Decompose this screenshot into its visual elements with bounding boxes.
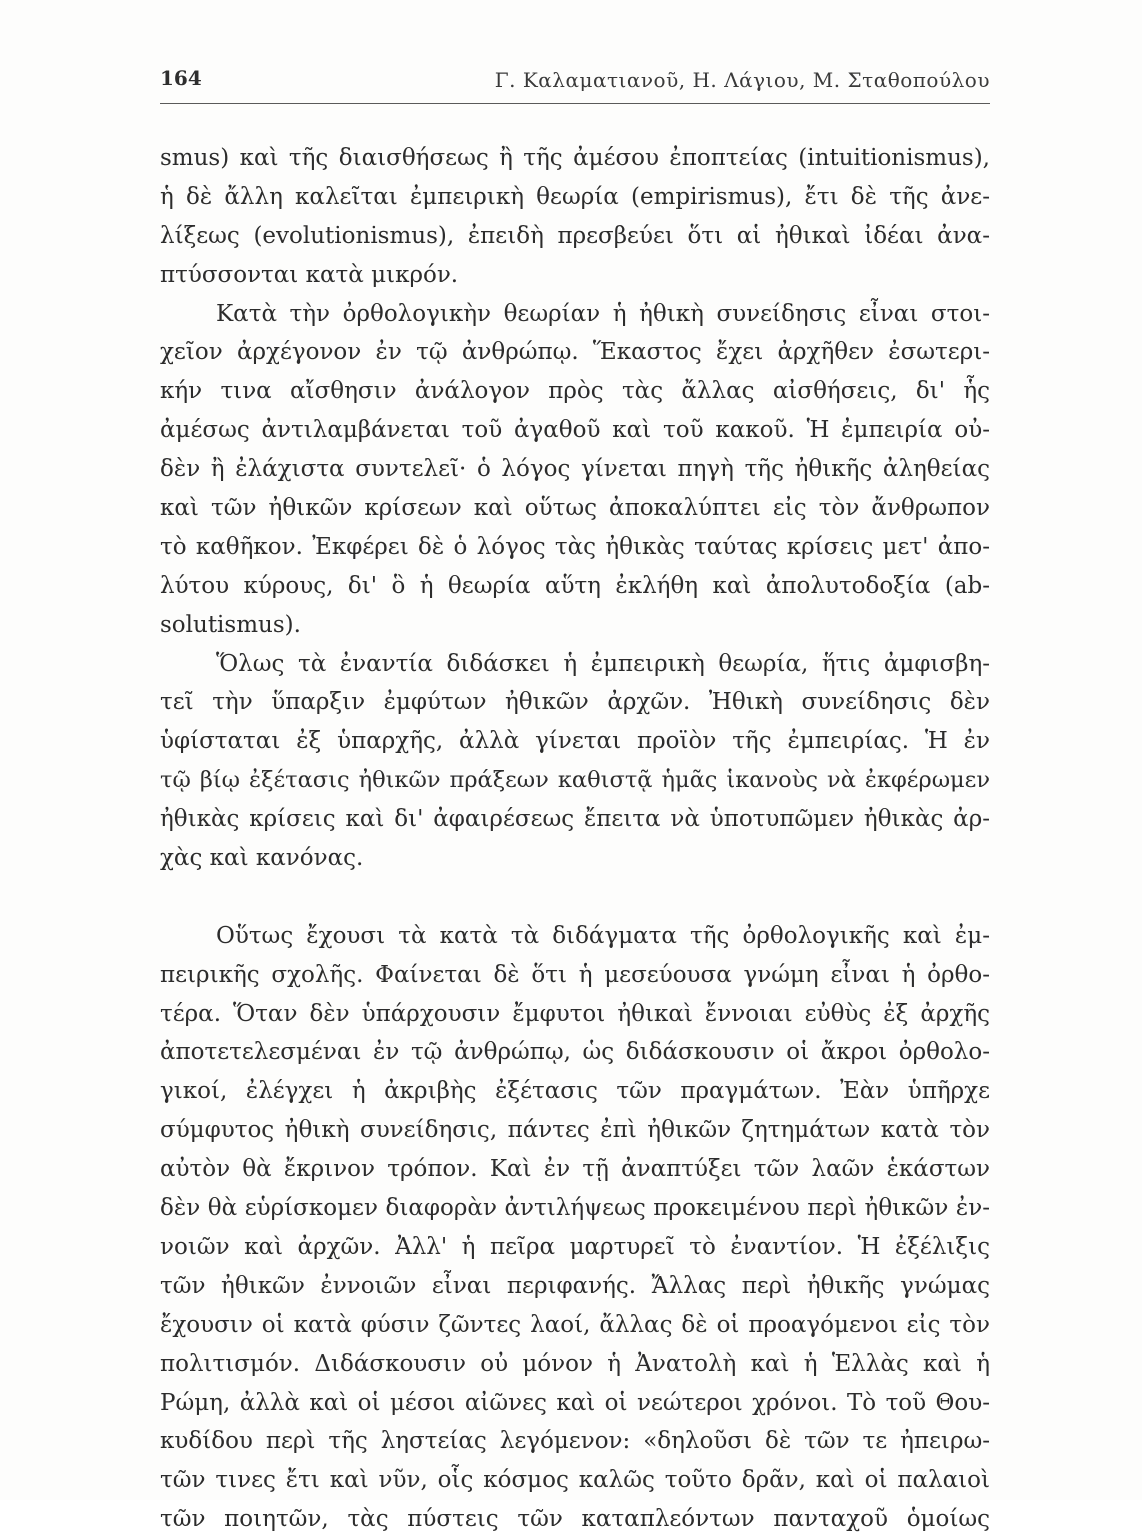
text-line: χεῖον ἀρχέγονον ἐν τῷ ἀνθρώπῳ. Ἕκαστος ἔχει ἀρχῆθεν ἐσωτερι- (160, 339, 990, 366)
text-line: τὸ καθῆκον. Ἐκφέρει δὲ ὁ λόγος τὰς ἠθικὰς ταύτας κρίσεις μετ' ἀπο- (160, 533, 990, 560)
text-line: πειρικῆς σχολῆς. Φαίνεται δὲ ὅτι ἡ μεσεύουσα γνώμη εἶναι ἡ ὀρθο- (160, 961, 990, 988)
text-line: κυδίδου περὶ τῆς ληστείας λεγόμενον: «δηλοῦσι δὲ τῶν τε ἠπειρω- (160, 1428, 990, 1455)
text-line: Ὅλως τὰ ἐναντία διδάσκει ἡ ἐμπειρικὴ θεωρία, ἥτις ἀμφισβη- (216, 650, 990, 677)
text-line: ἡ δὲ ἄλλη καλεῖται ἐμπειρικὴ θεωρία (empirismus), ἔτι δὲ τῆς ἀνε- (160, 183, 990, 210)
text-line: τέρα. Ὅταν δὲν ὑπάρχουσιν ἔμφυτοι ἠθικαὶ ἔννοιαι εὐθὺς ἐξ ἀρχῆς (160, 1000, 990, 1027)
text-line: γικοί, ἐλέγχει ἡ ἀκριβὴς ἐξέτασις τῶν πραγμάτων. Ἐὰν ὑπῆρχε (160, 1078, 990, 1105)
text-line: solutismus). (160, 611, 301, 638)
text-line: δὲν ἢ ἐλάχιστα συντελεῖ· ὁ λόγος γίνεται πηγὴ τῆς ἠθικῆς ἀληθείας (160, 456, 990, 483)
text-line: smus) καὶ τῆς διαισθήσεως ἢ τῆς ἀμέσου ἐποπτείας (intuitionismus), (160, 145, 990, 171)
text-line: Ρώμη, ἀλλὰ καὶ οἱ μέσοι αἰῶνες καὶ οἱ νεώτεροι χρόνοι. Τὸ τοῦ Θου- (160, 1389, 990, 1416)
running-head-authors: Γ. Καλαματιανοῦ, Η. Λάγιου, Μ. Σταθοπούλου (494, 68, 990, 92)
text-line: σύμφυτος ἠθικὴ συνείδησις, πάντες ἐπὶ ἠθικῶν ζητημάτων κατὰ τὸν (160, 1117, 990, 1144)
text-line: τεῖ τὴν ὕπαρξιν ἐμφύτων ἠθικῶν ἀρχῶν. Ἠθικὴ συνείδησις δὲν (160, 689, 990, 716)
paragraph-3 (160, 645, 990, 878)
header-rule (160, 103, 990, 104)
text-line: χὰς καὶ κανόνας. (160, 845, 364, 872)
text-line: τῷ βίῳ ἐξέτασις ἠθικῶν πράξεων καθιστᾷ ἡμᾶς ἱκανοὺς νὰ ἐκφέρωμεν (160, 767, 990, 794)
text-line: ἠθικὰς κρίσεις καὶ δι' ἀφαιρέσεως ἔπειτα νὰ ὑποτυπῶμεν ἠθικὰς ἀρ- (160, 806, 990, 833)
paragraph-gap (160, 878, 990, 917)
paragraph-4 (160, 917, 990, 1539)
text-line: ἀποτετελεσμέναι ἐν τῷ ἀνθρώπῳ, ὡς διδάσκουσιν οἱ ἄκροι ὀρθολο- (160, 1039, 990, 1066)
text-line: κήν τινα αἴσθησιν ἀνάλογον πρὸς τὰς ἄλλας αἰσθήσεις, δι' ἧς (160, 378, 990, 405)
text-line: καὶ τῶν ἠθικῶν κρίσεων καὶ οὕτως ἀποκαλύπτει εἰς τὸν ἄνθρωπον (160, 495, 990, 522)
text-line: δὲν θὰ εὑρίσκομεν διαφορὰν ἀντιλήψεως προκειμένου περὶ ἠθικῶν ἐν- (160, 1195, 990, 1222)
text-line: πολιτισμόν. Διδάσκουσιν οὐ μόνον ἡ Ἀνατολὴ καὶ ἡ Ἑλλὰς καὶ ἡ (160, 1350, 990, 1377)
text-line: τῶν ποιητῶν, τὰς πύστεις τῶν καταπλεόντων πανταχοῦ ὁμοίως (160, 1506, 990, 1533)
text-line: ἀμέσως ἀντιλαμβάνεται τοῦ ἀγαθοῦ καὶ τοῦ κακοῦ. Ἡ ἐμπειρία οὐ- (160, 417, 990, 444)
text-line: τῶν τινες ἔτι καὶ νῦν, οἷς κόσμος καλῶς τοῦτο δρᾶν, καὶ οἱ παλαιοὶ (160, 1467, 990, 1494)
text-line: αὐτὸν θὰ ἔκρινον τρόπον. Καὶ ἐν τῇ ἀναπτύξει τῶν λαῶν ἑκάστων (160, 1156, 990, 1183)
text-line: Οὕτως ἔχουσι τὰ κατὰ τὰ διδάγματα τῆς ὀρθολογικῆς καὶ ἐμ- (216, 922, 990, 949)
text-line: λύτου κύρους, δι' ὃ ἡ θεωρία αὕτη ἐκλήθη καὶ ἀπολυτοδοξία (ab- (160, 572, 990, 599)
paragraph-1 (160, 139, 990, 295)
paragraph-2 (160, 295, 990, 645)
text-line: ὑφίσταται ἐξ ὑπαρχῆς, ἀλλὰ γίνεται προϊὸν τῆς ἐμπειρίας. Ἡ ἐν (160, 728, 990, 755)
page-header (160, 66, 990, 100)
text-line: τῶν ἠθικῶν ἐννοιῶν εἶναι περιφανής. Ἄλλας περὶ ἠθικῆς γνώμας (160, 1272, 990, 1299)
text-line: νοιῶν καὶ ἀρχῶν. Ἀλλ' ἡ πεῖρα μαρτυρεῖ τὸ ἐναντίον. Ἡ ἐξέλιξις (160, 1233, 990, 1260)
page-number: 164 (160, 66, 202, 90)
text-line: λίξεως (evolutionismus), ἐπειδὴ πρεσβεύει ὅτι αἱ ἠθικαὶ ἰδέαι ἀνα- (160, 222, 990, 249)
body-text (160, 139, 990, 1539)
text-line: Κατὰ τὴν ὀρθολογικὴν θεωρίαν ἡ ἠθικὴ συνείδησις εἶναι στοι- (216, 300, 990, 327)
text-line: πτύσσονται κατὰ μικρόν. (160, 261, 459, 288)
text-line: ἔχουσιν οἱ κατὰ φύσιν ζῶντες λαοί, ἄλλας δὲ οἱ προαγόμενοι εἰς τὸν (160, 1311, 990, 1338)
